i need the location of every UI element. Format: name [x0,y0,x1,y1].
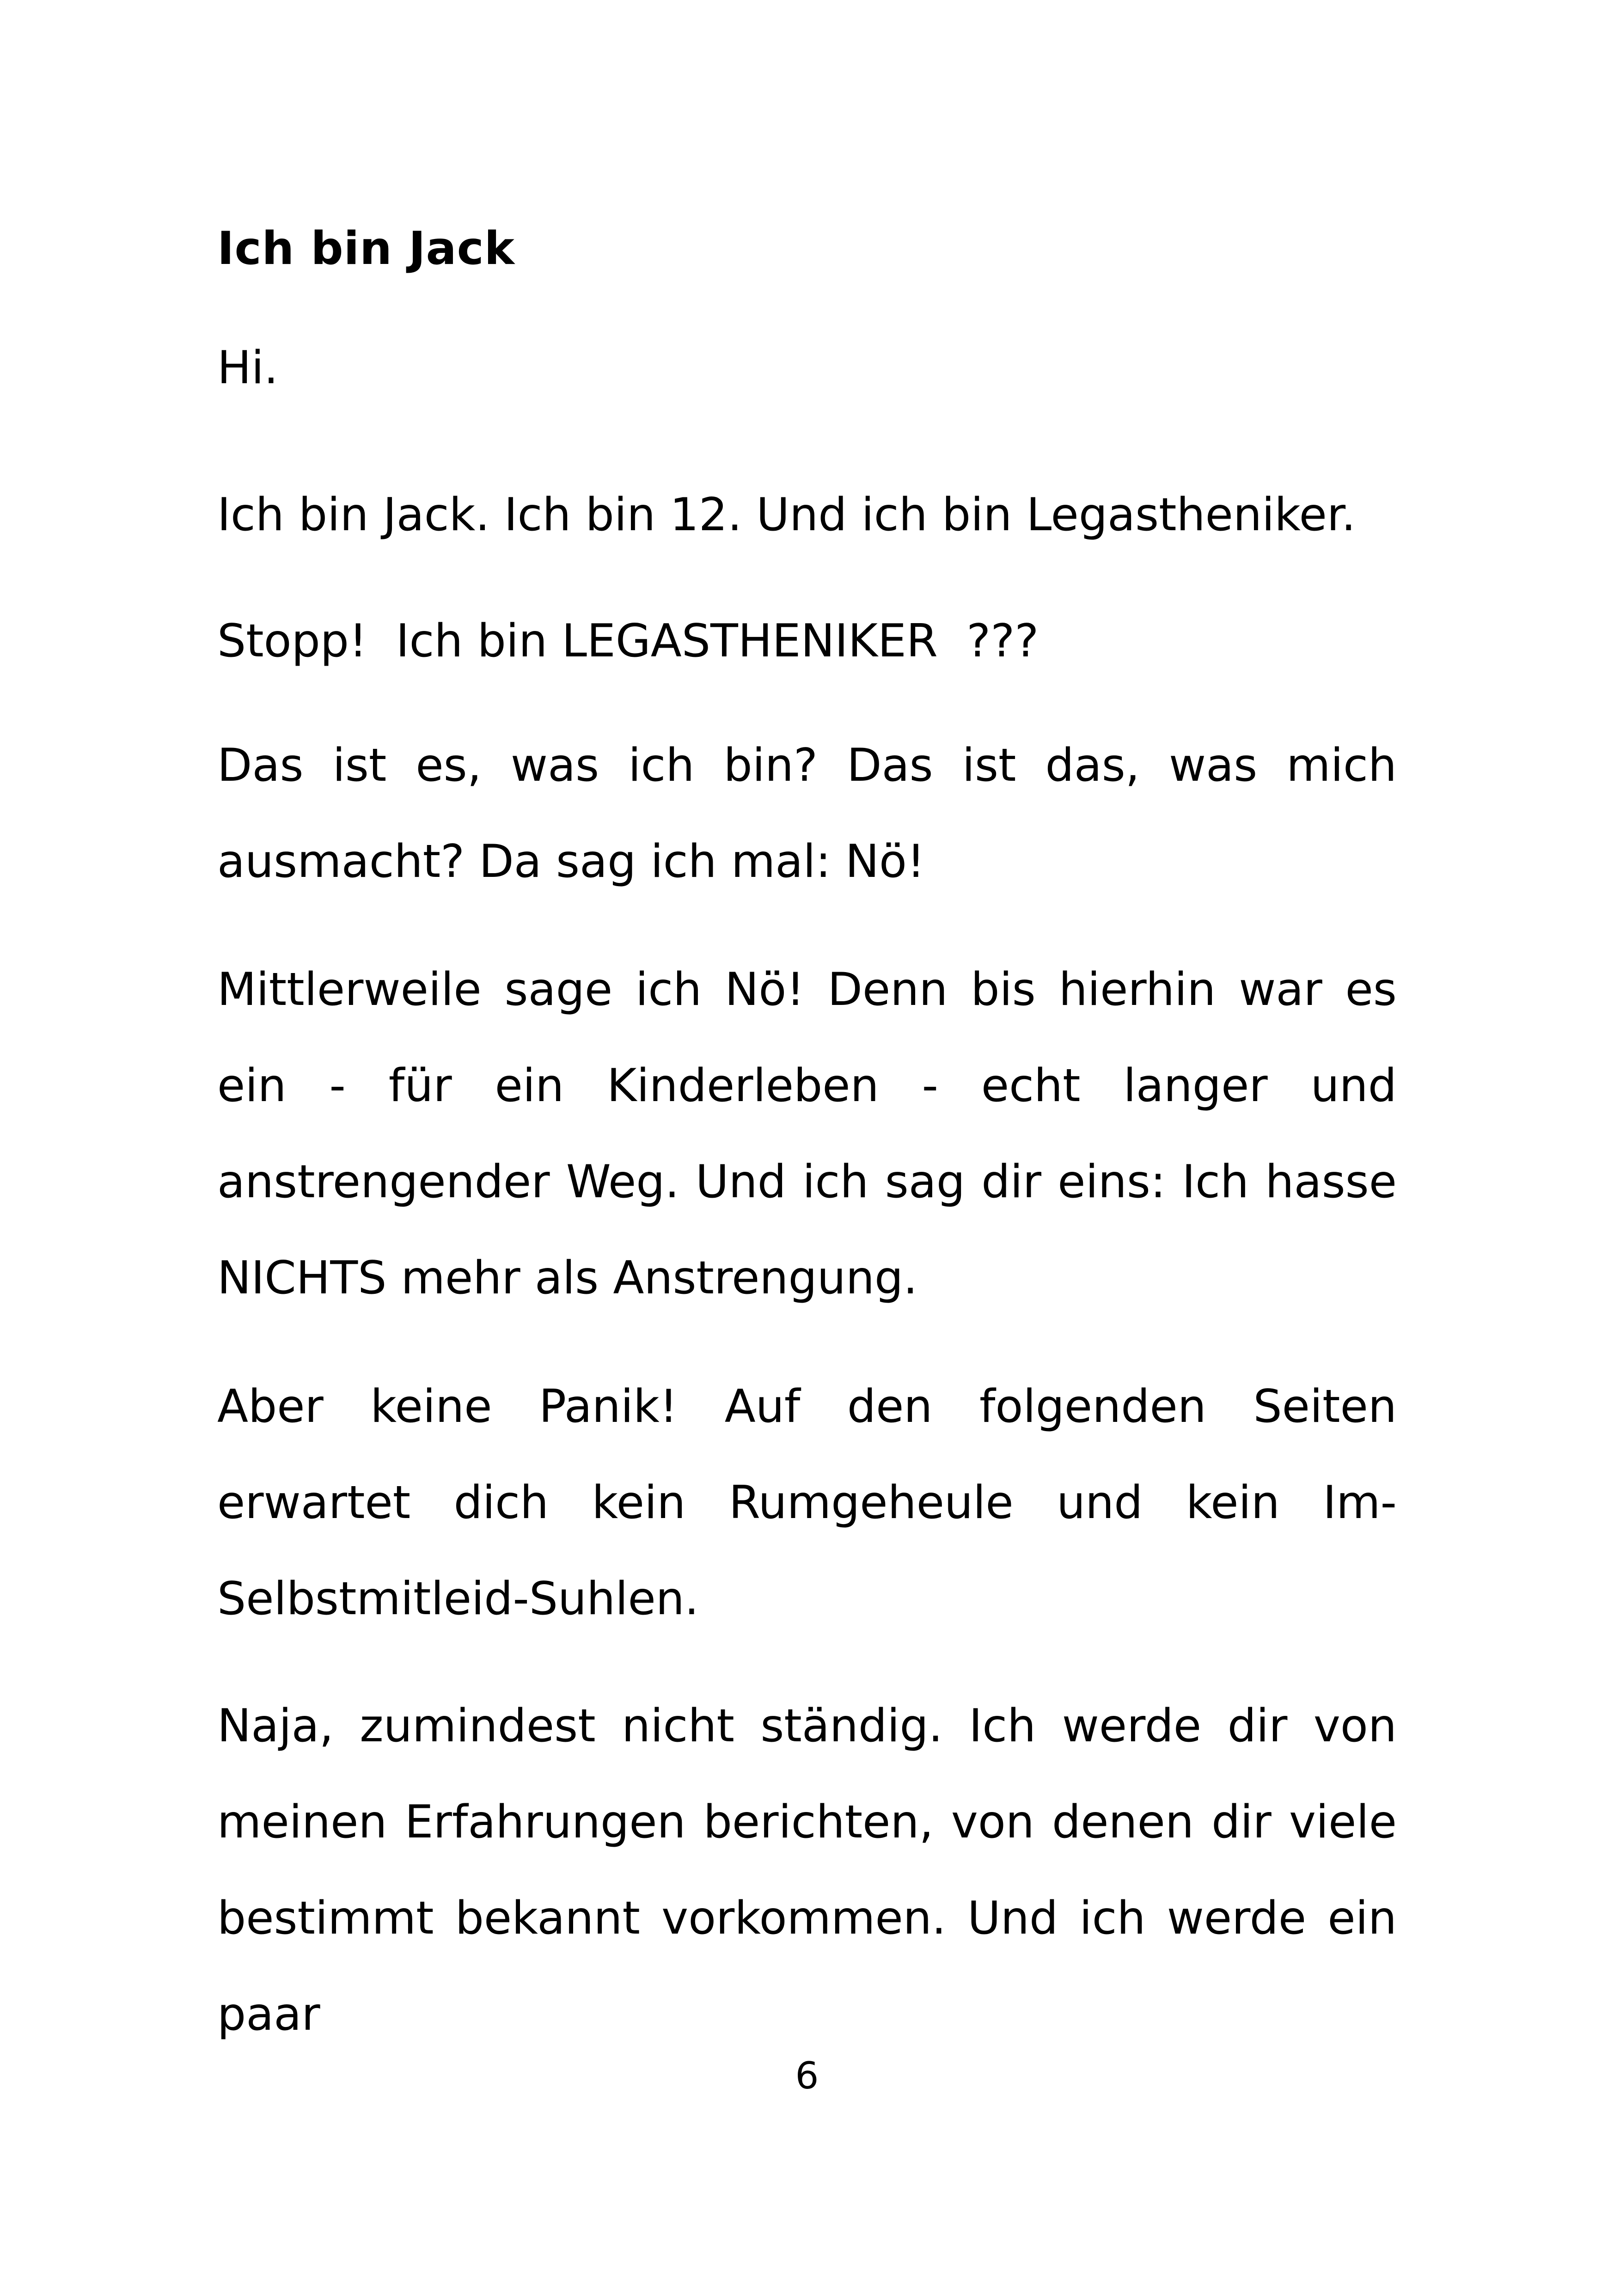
paragraph-journey: Mittlerweile sage ich Nö! Denn bis hierhin war es ein - für ein Kinderleben - echt langer und anstrengender Weg. Und ich sag dir eins: Ich hasse NICHTS mehr als Anstrengung. [217,963,1397,1304]
paragraph-introduction: Ich bin Jack. Ich bin 12. Und ich bin Legastheniker. [217,489,1356,541]
paragraph-greeting: Hi. [217,342,279,394]
paragraph-experiences: Naja, zumindest nicht ständig. Ich werde dir von meinen Erfahrungen berichten, von denen dir viele bestimmt bekannt vorkommen. Und ich werde ein paar [217,1700,1397,2041]
paragraph-stopp: Stopp! Ich bin LEGASTHENIKER ??? [217,615,1039,667]
paragraph-no-panic: Aber keine Panik! Auf den folgenden Seiten erwartet dich kein Rumgeheule und kein Im-Selbstmitleid-Suhlen. [217,1380,1397,1625]
chapter-heading: Ich bin Jack [217,222,515,275]
paragraph-question: Das ist es, was ich bin? Das ist das, was mich ausmacht? Da sag ich mal: Nö! [217,739,1397,888]
page-number: 6 [795,2054,819,2097]
